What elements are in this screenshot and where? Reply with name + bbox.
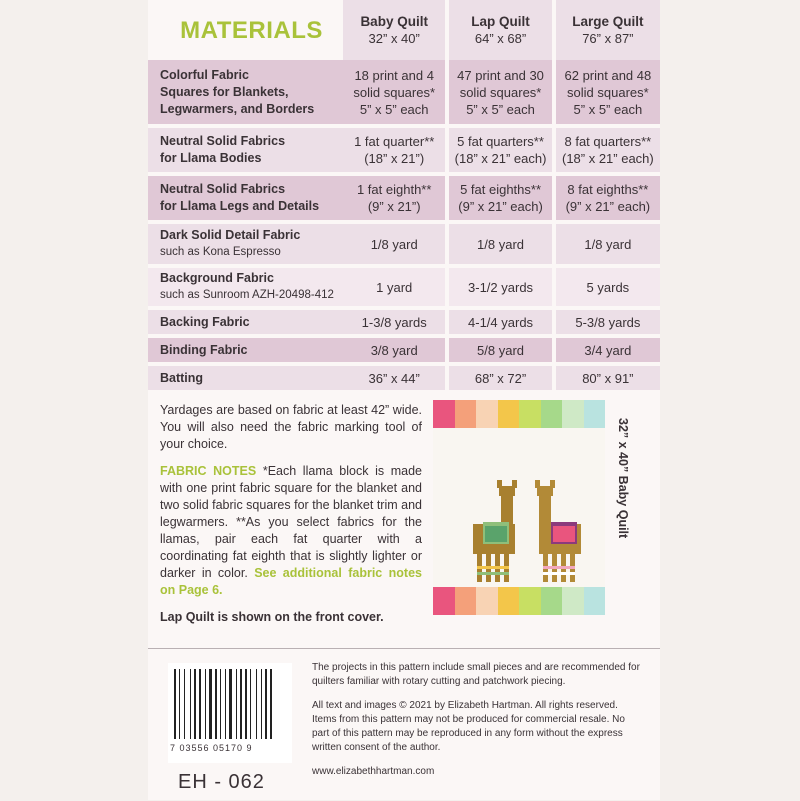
row-label-text: Colorful Fabric Squares for Blankets, Legwarmers, and Borders xyxy=(160,67,315,116)
col-lap xyxy=(449,0,551,60)
materials-row xyxy=(148,338,660,362)
table-header xyxy=(148,0,660,60)
materials-row xyxy=(148,366,660,390)
row-label-text: Neutral Solid Fabrics for Llama Bodies xyxy=(160,134,286,165)
row-value: 47 print and 30 solid squares* 5” x 5” each xyxy=(449,60,551,124)
row-value: 36” x 44” xyxy=(343,366,445,390)
col-size: 32” x 40” xyxy=(368,31,420,46)
barcode-bars xyxy=(174,669,286,739)
barcode-bar xyxy=(225,669,226,739)
skill-note: The projects in this pattern include small pieces and are recommended for quilters familiar with rotary cutting and patchwork piecing. xyxy=(312,662,640,687)
barcode-bar xyxy=(245,669,247,739)
row-label xyxy=(148,224,343,264)
row-value: 8 fat eighths** (9” x 21” each) xyxy=(556,176,660,220)
row-value: 80” x 91” xyxy=(556,366,660,390)
row-label xyxy=(148,60,343,124)
barcode-bar xyxy=(256,669,257,739)
col-name: Lap Quilt xyxy=(471,14,530,29)
row-value: 62 print and 48 solid squares* 5” x 5” each xyxy=(556,60,660,124)
barcode-bar xyxy=(265,669,267,739)
copyright-note: All text and images © 2021 by Elizabeth Hartman. All rights reserved. Items from this pattern may not be produced for commercial resale. No part of this pattern may be reproduced in any form without the express written consent of the author. xyxy=(312,700,625,753)
materials-row xyxy=(148,268,660,306)
barcode-bar xyxy=(194,669,196,739)
row-label-text: Background Fabric xyxy=(160,271,274,285)
row-value: 1/8 yard xyxy=(556,224,660,264)
row-value: 18 print and 4 solid squares* 5” x 5” each xyxy=(343,60,445,124)
barcode-bar xyxy=(250,669,251,739)
barcode-bar xyxy=(215,669,217,739)
row-value: 1 yard xyxy=(343,268,445,306)
row-value: 8 fat quarters** (18” x 21” each) xyxy=(556,128,660,172)
barcode-bar xyxy=(205,669,206,739)
barcode-bar xyxy=(184,669,185,739)
barcode-bar xyxy=(240,669,242,739)
materials-title: MATERIALS xyxy=(180,16,323,44)
col-large xyxy=(556,0,660,60)
llama-illustration xyxy=(433,400,605,615)
pattern-back-page xyxy=(148,0,660,800)
row-label xyxy=(148,366,343,390)
col-name: Large Quilt xyxy=(572,14,644,29)
fabric-notes-text: *Each llama block is made with one print fabric square for the blanket and two solid fabric squares for the blanket trim and legwarmers. **As you select fabrics for the llamas, pair each fat quarter with a coordinating fat eighth that is slightly lighter or darker in color. xyxy=(160,464,423,580)
col-baby xyxy=(343,0,445,60)
llama-left xyxy=(473,480,517,582)
barcode-bar xyxy=(209,669,212,739)
row-value: 1 fat quarter** (18” x 21”) xyxy=(343,128,445,172)
row-value: 5 fat eighths** (9” x 21” each) xyxy=(449,176,551,220)
row-value: 68” x 72” xyxy=(449,366,551,390)
barcode-bar xyxy=(190,669,191,739)
footer-text xyxy=(312,661,642,789)
row-label-text: Batting xyxy=(160,370,204,385)
materials-row xyxy=(148,128,660,172)
col-size: 64” x 68” xyxy=(474,31,527,46)
barcode-bar xyxy=(220,669,221,739)
row-label-text: Binding Fabric xyxy=(160,342,248,357)
row-value: 4-1/4 yards xyxy=(449,310,551,334)
barcode-bar xyxy=(270,669,272,739)
row-value: 3/8 yard xyxy=(343,338,445,362)
row-value: 3/4 yard xyxy=(556,338,660,362)
barcode-bar xyxy=(236,669,237,739)
row-sublabel: such as Kona Espresso xyxy=(160,246,281,258)
row-label xyxy=(148,176,343,220)
materials-row xyxy=(148,60,660,124)
llama-right xyxy=(535,480,581,582)
row-value: 1/8 yard xyxy=(343,224,445,264)
barcode-bar xyxy=(179,669,180,739)
row-label xyxy=(148,338,343,362)
row-value: 1/8 yard xyxy=(449,224,551,264)
lap-cover-note: Lap Quilt is shown on the front cover. xyxy=(160,610,384,624)
row-label-text: Backing Fabric xyxy=(160,314,250,329)
yardage-note: Yardages are based on fabric at least 42” wide. You will also need the fabric marking tool of your choice. xyxy=(160,403,422,451)
row-value: 5-3/8 yards xyxy=(556,310,660,334)
col-name: Baby Quilt xyxy=(360,14,428,29)
website-link: www.elizabethhartman.com xyxy=(312,766,435,777)
row-value: 1 fat eighth** (9” x 21”) xyxy=(343,176,445,220)
barcode-number: 7 03556 05170 9 xyxy=(170,743,253,753)
fabric-notes-label: FABRIC NOTES xyxy=(160,464,257,478)
materials-row xyxy=(148,310,660,334)
row-sublabel: such as Sunroom AZH-20498-412 xyxy=(160,289,334,301)
row-value: 1-3/8 yards xyxy=(343,310,445,334)
barcode xyxy=(168,663,292,763)
row-label xyxy=(148,128,343,172)
footer xyxy=(148,648,660,801)
row-label-text: Dark Solid Detail Fabric xyxy=(160,228,301,242)
fabric-notes xyxy=(160,463,422,599)
quilt-size-label: 32” x 40” Baby Quilt xyxy=(616,418,630,539)
notes-block xyxy=(160,402,422,636)
see-more-note: See additional fabric notes on Page 6. xyxy=(160,566,422,597)
row-value: 5 fat quarters** (18” x 21” each) xyxy=(449,128,551,172)
row-label-text: Neutral Solid Fabrics for Llama Legs and Details xyxy=(160,182,320,213)
materials-row xyxy=(148,224,660,264)
barcode-bar xyxy=(261,669,262,739)
row-value: 3-1/2 yards xyxy=(449,268,551,306)
row-label xyxy=(148,310,343,334)
baby-quilt-image xyxy=(433,400,605,615)
col-size: 76” x 87” xyxy=(582,31,634,46)
pattern-code: EH - 062 xyxy=(178,771,265,793)
row-value: 5 yards xyxy=(556,268,660,306)
row-label xyxy=(148,268,343,306)
row-value: 5/8 yard xyxy=(449,338,551,362)
barcode-bar xyxy=(199,669,201,739)
barcode-bar xyxy=(229,669,232,739)
materials-row xyxy=(148,176,660,220)
barcode-bar xyxy=(174,669,176,739)
